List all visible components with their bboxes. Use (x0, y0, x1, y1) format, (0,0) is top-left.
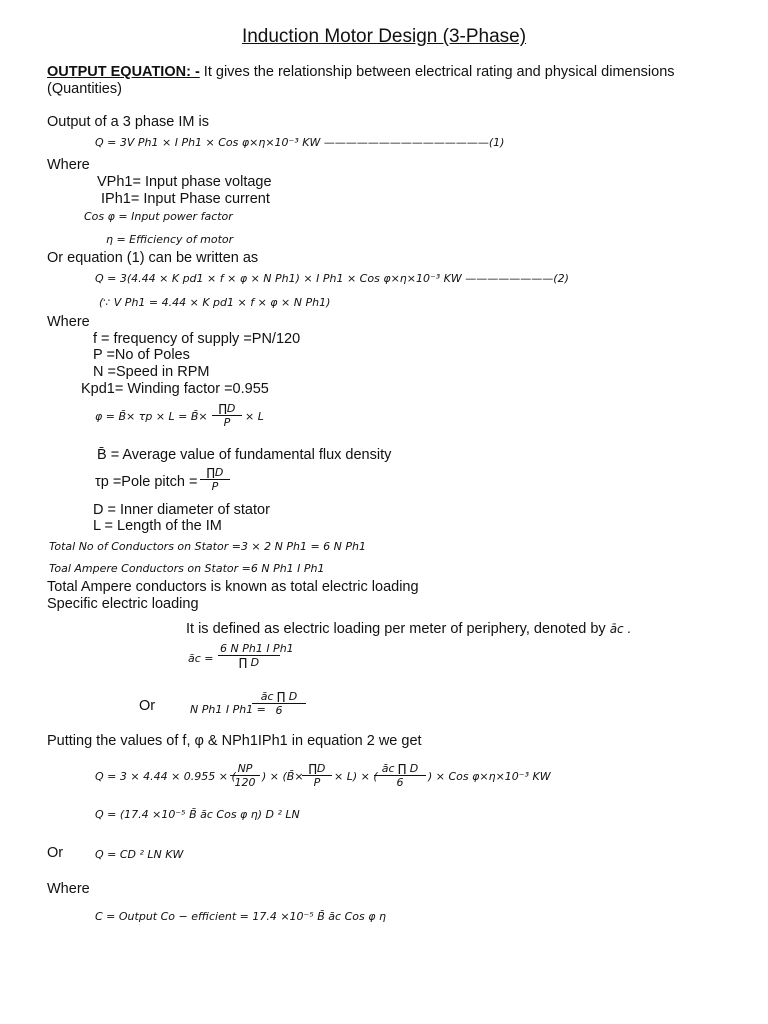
equation-4: Q = (17.4 ×10⁻⁵ B̄ āc Cos φ η) D ² LN (95, 808, 300, 821)
output-equation-description: It gives the relationship between electrical rating and physical dimensions (199, 64, 675, 80)
equation-2: Q = 3(4.44 × K pd1 × f × φ × N Ph1) × I Ph1 × Cos φ×η×10⁻³ KW ————————(2) (95, 272, 569, 285)
ac-fraction-denominator: ∏ D (238, 656, 260, 669)
ac-equation-left: āc = (188, 652, 214, 665)
definition-line (186, 621, 631, 638)
page-title: Induction Motor Design (3-Phase) (241, 26, 527, 47)
output-equation-heading-line (47, 64, 675, 81)
flux-fraction-denominator: P (223, 416, 231, 429)
pole-pitch-fraction (200, 466, 230, 493)
equation-3-fraction-3 (374, 762, 426, 789)
equation-3-fraction-2 (302, 762, 332, 789)
winding-factor-definition: Kpd1= Winding factor =0.955 (81, 381, 269, 397)
length-definition: L = Length of the IM (93, 518, 222, 534)
putting-values-text: Putting the values of f, φ & NPh1IPh1 in equation 2 we get (47, 733, 422, 749)
equation-3-fraction-2-denominator: P (313, 776, 321, 789)
ac-fraction-numerator: 6 N Ph1 I Ph1 (220, 642, 294, 655)
equation-3-part-c: × L) × ( (334, 770, 378, 783)
pole-pitch-definition: τp =Pole pitch = (95, 474, 198, 490)
frequency-definition: f = frequency of supply =PN/120 (93, 331, 301, 347)
cos-phi-definition: Cos φ = Input power factor (84, 210, 233, 223)
flux-fraction-numerator: ∏D (212, 402, 242, 416)
equation-3-fraction-2-numerator: ∏D (302, 762, 332, 776)
equation-6: C = Output Co − efficient = 17.4 ×10⁻⁵ B̄ āc Cos φ η (95, 910, 386, 923)
flux-equation-left: φ = B̄× τp × L = B̄× (95, 410, 208, 423)
diameter-definition: D = Inner diameter of stator (93, 502, 270, 518)
where-label-2: Where (47, 314, 90, 330)
output-equation-heading: OUTPUT EQUATION: - (47, 64, 200, 80)
output-equation-description-2: (Quantities) (47, 81, 122, 97)
nph1-iph1-denominator: 6 (275, 704, 283, 717)
equation-3-part-b: ) × (B̄× (262, 770, 304, 783)
ac-equation-fraction (218, 642, 294, 669)
equation-3-fraction-1 (230, 762, 260, 789)
pole-pitch-numerator: ∏D (200, 466, 230, 480)
ac-symbol: āc . (609, 622, 632, 636)
definition-text: It is defined as electric loading per meter of periphery, denoted by (186, 621, 606, 637)
flux-density-definition: B̄ = Average value of fundamental flux density (97, 447, 392, 463)
or-label-2: Or (47, 845, 64, 861)
nph1-iph1-equation-left: N Ph1 I Ph1 = (190, 703, 266, 716)
flux-equation-fraction (212, 402, 242, 429)
equation-3-fraction-3-denominator: 6 (396, 776, 404, 789)
or-label-1: Or (139, 698, 156, 714)
nph1-iph1-fraction (252, 690, 306, 717)
where-label-1: Where (47, 157, 90, 173)
or-equation-intro: Or equation (1) can be written as (47, 250, 259, 266)
iph1-definition: IPh1= Input Phase current (101, 191, 270, 207)
total-conductors-equation: Total No of Conductors on Stator =3 × 2 N Ph1 = 6 N Ph1 (49, 540, 367, 553)
nph1-iph1-numerator: āc ∏ D (252, 690, 306, 704)
efficiency-definition: η = Efficiency of motor (106, 233, 234, 246)
equation-2-note: (∵ V Ph1 = 4.44 × K pd1 × f × φ × N Ph1) (99, 296, 331, 309)
speed-definition: N =Speed in RPM (93, 364, 210, 380)
output-intro: Output of a 3 phase IM is (47, 114, 210, 130)
specific-electric-loading-heading: Specific electric loading (47, 596, 199, 612)
equation-3-part-a: Q = 3 × 4.44 × 0.955 × ( (95, 770, 236, 783)
equation-3-fraction-1-denominator: 120 (234, 776, 256, 789)
equation-1: Q = 3V Ph1 × I Ph1 × Cos φ×η×10⁻³ KW ———————————————(1) (95, 136, 505, 149)
where-label-3: Where (47, 881, 90, 897)
equation-5: Q = CD ² LN KW (95, 848, 184, 861)
total-ampere-conductors-equation: Toal Ampere Conductors on Stator =6 N Ph1 I Ph1 (49, 562, 325, 575)
poles-definition: P =No of Poles (93, 347, 190, 363)
equation-3-fraction-3-numerator: āc ∏ D (374, 762, 426, 776)
vph1-definition: VPh1= Input phase voltage (97, 174, 272, 190)
flux-equation-right: × L (245, 410, 264, 423)
equation-3-part-d: ) × Cos φ×η×10⁻³ KW (428, 770, 551, 783)
total-electric-loading-text: Total Ampere conductors is known as total electric loading (47, 579, 419, 595)
pole-pitch-denominator: P (211, 480, 219, 493)
equation-3-fraction-1-numerator: NP (230, 762, 260, 776)
